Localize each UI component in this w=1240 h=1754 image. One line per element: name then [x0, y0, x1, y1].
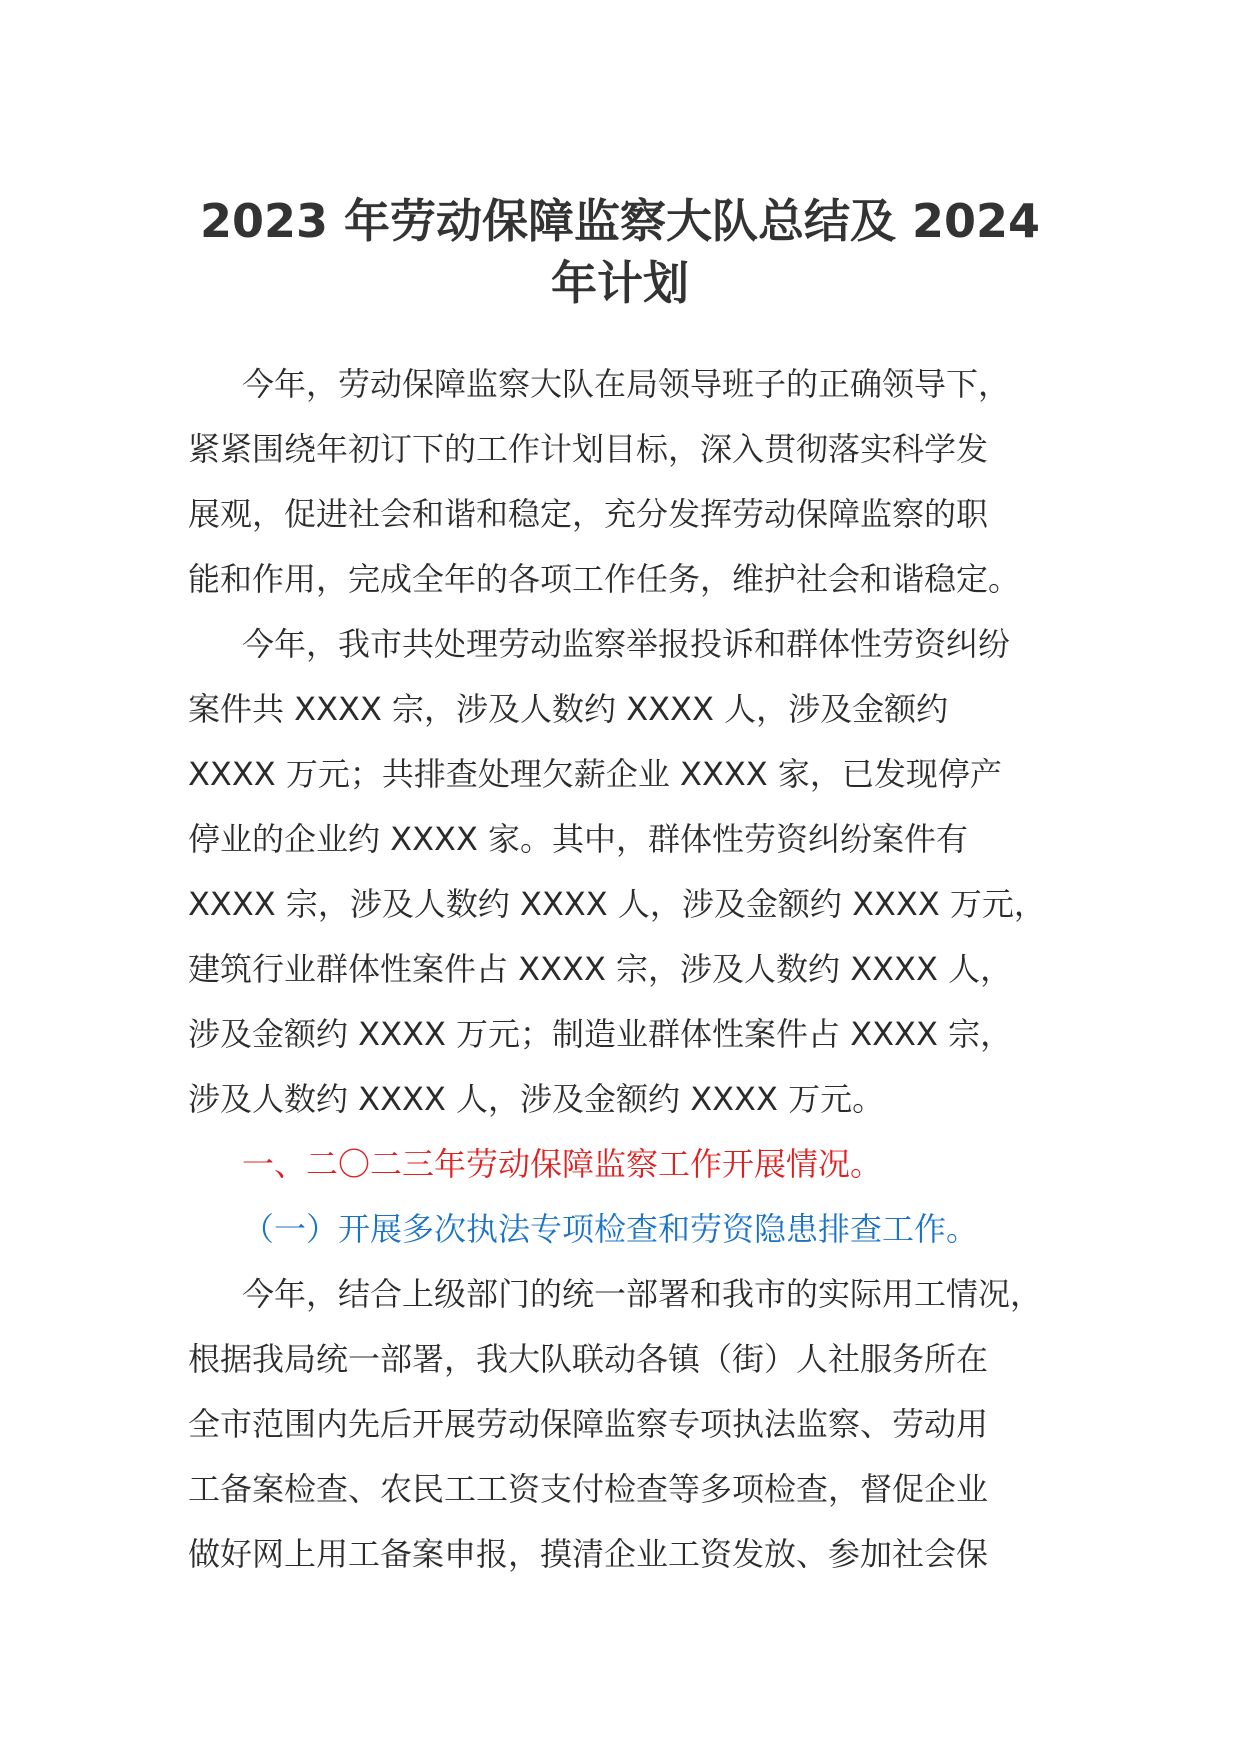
paragraph-line: 展观，促进社会和谐和稳定，充分发挥劳动保障监察的职 [188, 495, 989, 533]
paragraph-line: 根据我局统一部署，我大队联动各镇（街）人社服务所在 [188, 1340, 989, 1378]
title-line-2: 年计划 [551, 256, 689, 310]
paragraph-line: 今年，我市共处理劳动监察举报投诉和群体性劳资纠纷 [242, 625, 1011, 663]
paragraph-intro [188, 352, 1068, 612]
subsection-heading-1: （一）开展多次执法专项检查和劳资隐患排查工作。 [242, 1210, 979, 1248]
paragraph-line: 做好网上用工备案申报，摸清企业工资发放、参加社会保 [188, 1535, 989, 1573]
section-heading-1: 一、二〇二三年劳动保障监察工作开展情况。 [242, 1145, 883, 1183]
paragraph-line: XXXX 宗，涉及人数约 XXXX 人，涉及金额约 XXXX 万元， [188, 885, 1046, 923]
paragraph-line: 建筑行业群体性案件占 XXXX 宗，涉及人数约 XXXX 人， [188, 950, 1013, 988]
paragraph-line: 案件共 XXXX 宗，涉及人数约 XXXX 人，涉及金额约 [188, 690, 949, 728]
paragraph-line: 停业的企业约 XXXX 家。其中，群体性劳资纠纷案件有 [188, 820, 969, 858]
title-line-1: 2023 年劳动保障监察大队总结及 2024 [199, 194, 1041, 248]
paragraph-line: 今年，劳动保障监察大队在局领导班子的正确领导下， [242, 365, 1011, 403]
paragraph-line: 今年，结合上级部门的统一部署和我市的实际用工情况， [242, 1275, 1043, 1313]
paragraph-line: XXXX 万元；共排查处理欠薪企业 XXXX 家，已发现停产 [188, 755, 1002, 793]
paragraph-line: 工备案检查、农民工工资支付检查等多项检查，督促企业 [188, 1470, 989, 1508]
paragraph-line: 涉及人数约 XXXX 人，涉及金额约 XXXX 万元。 [188, 1080, 885, 1118]
paragraph-line: 涉及金额约 XXXX 万元；制造业群体性案件占 XXXX 宗， [188, 1015, 1013, 1053]
paragraph-line: 紧紧围绕年初订下的工作计划目标，深入贯彻落实科学发 [188, 430, 989, 468]
paragraph-inspections [188, 1262, 1068, 1587]
paragraph-line: 全市范围内先后开展劳动保障监察专项执法监察、劳动用 [188, 1405, 989, 1443]
document-body [188, 352, 1068, 1587]
document-title [190, 190, 1050, 314]
paragraph-line: 能和作用，完成全年的各项工作任务，维护社会和谐稳定。 [188, 560, 1021, 598]
paragraph-statistics [188, 612, 1068, 1132]
